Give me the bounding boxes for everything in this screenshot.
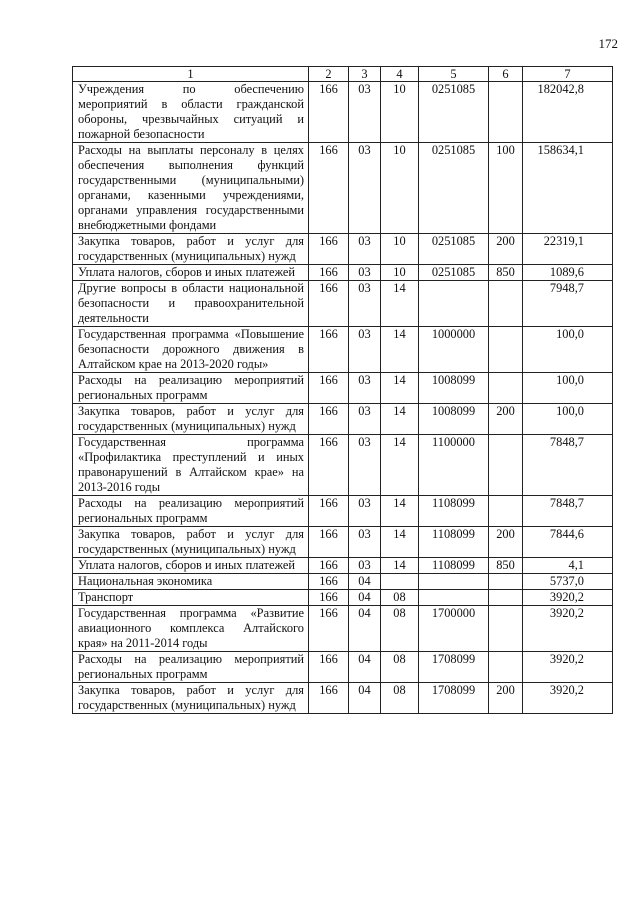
row-gr-code: 166 [309, 590, 349, 606]
row-amount: 1089,6 [523, 265, 613, 281]
row-pr-code: 08 [381, 590, 419, 606]
row-name: Закупка товаров, работ и услуг для государственных (муниципальных) нужд [73, 527, 309, 558]
row-name: Государственная программа «Профилактика преступлений и иных правонарушений в Алтайском крае» на 2013-2016 годы [73, 435, 309, 496]
row-gr-code: 166 [309, 265, 349, 281]
row-vr-code [489, 496, 523, 527]
row-amount: 158634,1 [523, 143, 613, 234]
header-col-1: 1 [73, 67, 309, 82]
row-vr-code [489, 435, 523, 496]
table-row [73, 143, 613, 234]
row-csr-code: 1708099 [419, 683, 489, 714]
row-amount: 3920,2 [523, 683, 613, 714]
row-name: Закупка товаров, работ и услуг для государственных (муниципальных) нужд [73, 404, 309, 435]
row-name: Закупка товаров, работ и услуг для государственных (муниципальных) нужд [73, 234, 309, 265]
row-pr-code: 10 [381, 143, 419, 234]
row-gr-code: 166 [309, 281, 349, 327]
row-pr-code: 14 [381, 435, 419, 496]
table-row [73, 558, 613, 574]
header-col-7: 7 [523, 67, 613, 82]
row-rz-code: 03 [349, 281, 381, 327]
row-pr-code: 14 [381, 558, 419, 574]
row-vr-code [489, 590, 523, 606]
table-body [73, 82, 613, 714]
row-pr-code: 14 [381, 496, 419, 527]
row-gr-code: 166 [309, 527, 349, 558]
table-row [73, 404, 613, 435]
row-vr-code: 200 [489, 404, 523, 435]
row-rz-code: 04 [349, 652, 381, 683]
row-vr-code [489, 606, 523, 652]
row-name: Расходы на реализацию мероприятий региональных программ [73, 496, 309, 527]
row-amount: 182042,8 [523, 82, 613, 143]
row-pr-code: 14 [381, 327, 419, 373]
row-amount: 7948,7 [523, 281, 613, 327]
row-pr-code: 14 [381, 281, 419, 327]
row-vr-code [489, 82, 523, 143]
row-name: Учреждения по обеспечению мероприятий в области гражданской обороны, чрезвычайных ситуаций и пожарной безопасности [73, 82, 309, 143]
table-row [73, 234, 613, 265]
row-gr-code: 166 [309, 82, 349, 143]
table-header-row [73, 67, 613, 82]
row-amount: 100,0 [523, 404, 613, 435]
row-amount: 3920,2 [523, 590, 613, 606]
row-pr-code: 14 [381, 373, 419, 404]
row-vr-code [489, 327, 523, 373]
row-pr-code: 08 [381, 606, 419, 652]
row-amount: 3920,2 [523, 606, 613, 652]
row-vr-code [489, 281, 523, 327]
table-row [73, 496, 613, 527]
header-col-2: 2 [309, 67, 349, 82]
table-row [73, 574, 613, 590]
row-name: Расходы на реализацию мероприятий региональных программ [73, 652, 309, 683]
row-csr-code: 1000000 [419, 327, 489, 373]
table-row [73, 327, 613, 373]
page-number: 172 [598, 36, 618, 51]
row-amount: 22319,1 [523, 234, 613, 265]
row-rz-code: 03 [349, 404, 381, 435]
row-vr-code: 850 [489, 265, 523, 281]
table-row [73, 82, 613, 143]
row-vr-code: 200 [489, 527, 523, 558]
row-pr-code: 14 [381, 527, 419, 558]
header-col-4: 4 [381, 67, 419, 82]
row-rz-code: 04 [349, 683, 381, 714]
row-csr-code [419, 574, 489, 590]
row-name: Закупка товаров, работ и услуг для государственных (муниципальных) нужд [73, 683, 309, 714]
row-pr-code: 10 [381, 82, 419, 143]
row-pr-code: 14 [381, 404, 419, 435]
row-gr-code: 166 [309, 404, 349, 435]
table-row [73, 265, 613, 281]
table-row [73, 373, 613, 404]
row-rz-code: 03 [349, 327, 381, 373]
row-vr-code [489, 652, 523, 683]
row-vr-code: 200 [489, 234, 523, 265]
row-csr-code: 0251085 [419, 234, 489, 265]
row-csr-code: 1108099 [419, 496, 489, 527]
header-col-5: 5 [419, 67, 489, 82]
row-pr-code: 08 [381, 652, 419, 683]
row-gr-code: 166 [309, 496, 349, 527]
header-col-3: 3 [349, 67, 381, 82]
row-name: Государственная программа «Развитие авиационного комплекса Алтайского края» на 2011-2014 годы [73, 606, 309, 652]
table-row [73, 281, 613, 327]
row-csr-code: 1708099 [419, 652, 489, 683]
row-rz-code: 03 [349, 143, 381, 234]
row-gr-code: 166 [309, 327, 349, 373]
budget-table [72, 66, 613, 714]
table-row [73, 606, 613, 652]
row-csr-code: 0251085 [419, 82, 489, 143]
row-pr-code: 08 [381, 683, 419, 714]
row-amount: 5737,0 [523, 574, 613, 590]
row-gr-code: 166 [309, 234, 349, 265]
row-amount: 7848,7 [523, 496, 613, 527]
row-pr-code: 10 [381, 265, 419, 281]
row-gr-code: 166 [309, 606, 349, 652]
row-amount: 100,0 [523, 373, 613, 404]
row-rz-code: 04 [349, 590, 381, 606]
row-vr-code [489, 574, 523, 590]
row-name: Уплата налогов, сборов и иных платежей [73, 265, 309, 281]
row-rz-code: 03 [349, 496, 381, 527]
row-csr-code: 1108099 [419, 558, 489, 574]
row-name: Другие вопросы в области национальной безопасности и правоохранительной деятельности [73, 281, 309, 327]
table-row [73, 590, 613, 606]
row-gr-code: 166 [309, 683, 349, 714]
row-rz-code: 03 [349, 82, 381, 143]
row-pr-code [381, 574, 419, 590]
row-vr-code: 200 [489, 683, 523, 714]
row-csr-code: 1100000 [419, 435, 489, 496]
row-amount: 100,0 [523, 327, 613, 373]
row-rz-code: 03 [349, 527, 381, 558]
row-rz-code: 04 [349, 606, 381, 652]
table-row [73, 527, 613, 558]
row-rz-code: 03 [349, 234, 381, 265]
row-rz-code: 03 [349, 265, 381, 281]
row-csr-code: 1008099 [419, 404, 489, 435]
row-rz-code: 04 [349, 574, 381, 590]
row-csr-code: 0251085 [419, 265, 489, 281]
row-amount: 7844,6 [523, 527, 613, 558]
row-vr-code [489, 373, 523, 404]
row-csr-code: 0251085 [419, 143, 489, 234]
row-name: Транспорт [73, 590, 309, 606]
row-amount: 7848,7 [523, 435, 613, 496]
row-gr-code: 166 [309, 143, 349, 234]
row-csr-code [419, 281, 489, 327]
row-pr-code: 10 [381, 234, 419, 265]
row-amount: 3920,2 [523, 652, 613, 683]
row-csr-code: 1008099 [419, 373, 489, 404]
row-csr-code: 1108099 [419, 527, 489, 558]
row-gr-code: 166 [309, 652, 349, 683]
row-gr-code: 166 [309, 373, 349, 404]
row-rz-code: 03 [349, 435, 381, 496]
row-name: Национальная экономика [73, 574, 309, 590]
row-gr-code: 166 [309, 574, 349, 590]
row-vr-code: 100 [489, 143, 523, 234]
row-vr-code: 850 [489, 558, 523, 574]
row-name: Расходы на реализацию мероприятий региональных программ [73, 373, 309, 404]
table-row [73, 435, 613, 496]
table-row [73, 683, 613, 714]
row-gr-code: 166 [309, 435, 349, 496]
row-csr-code [419, 590, 489, 606]
row-name: Расходы на выплаты персоналу в целях обеспечения выполнения функций государственными (муниципальными) органами, казенными учреждениями, органами управления государственными внебюджетными фондами [73, 143, 309, 234]
row-csr-code: 1700000 [419, 606, 489, 652]
row-name: Государственная программа «Повышение безопасности дорожного движения в Алтайском крае на 2013-2020 годы» [73, 327, 309, 373]
table-row [73, 652, 613, 683]
row-gr-code: 166 [309, 558, 349, 574]
header-col-6: 6 [489, 67, 523, 82]
row-name: Уплата налогов, сборов и иных платежей [73, 558, 309, 574]
row-amount: 4,1 [523, 558, 613, 574]
row-rz-code: 03 [349, 558, 381, 574]
row-rz-code: 03 [349, 373, 381, 404]
